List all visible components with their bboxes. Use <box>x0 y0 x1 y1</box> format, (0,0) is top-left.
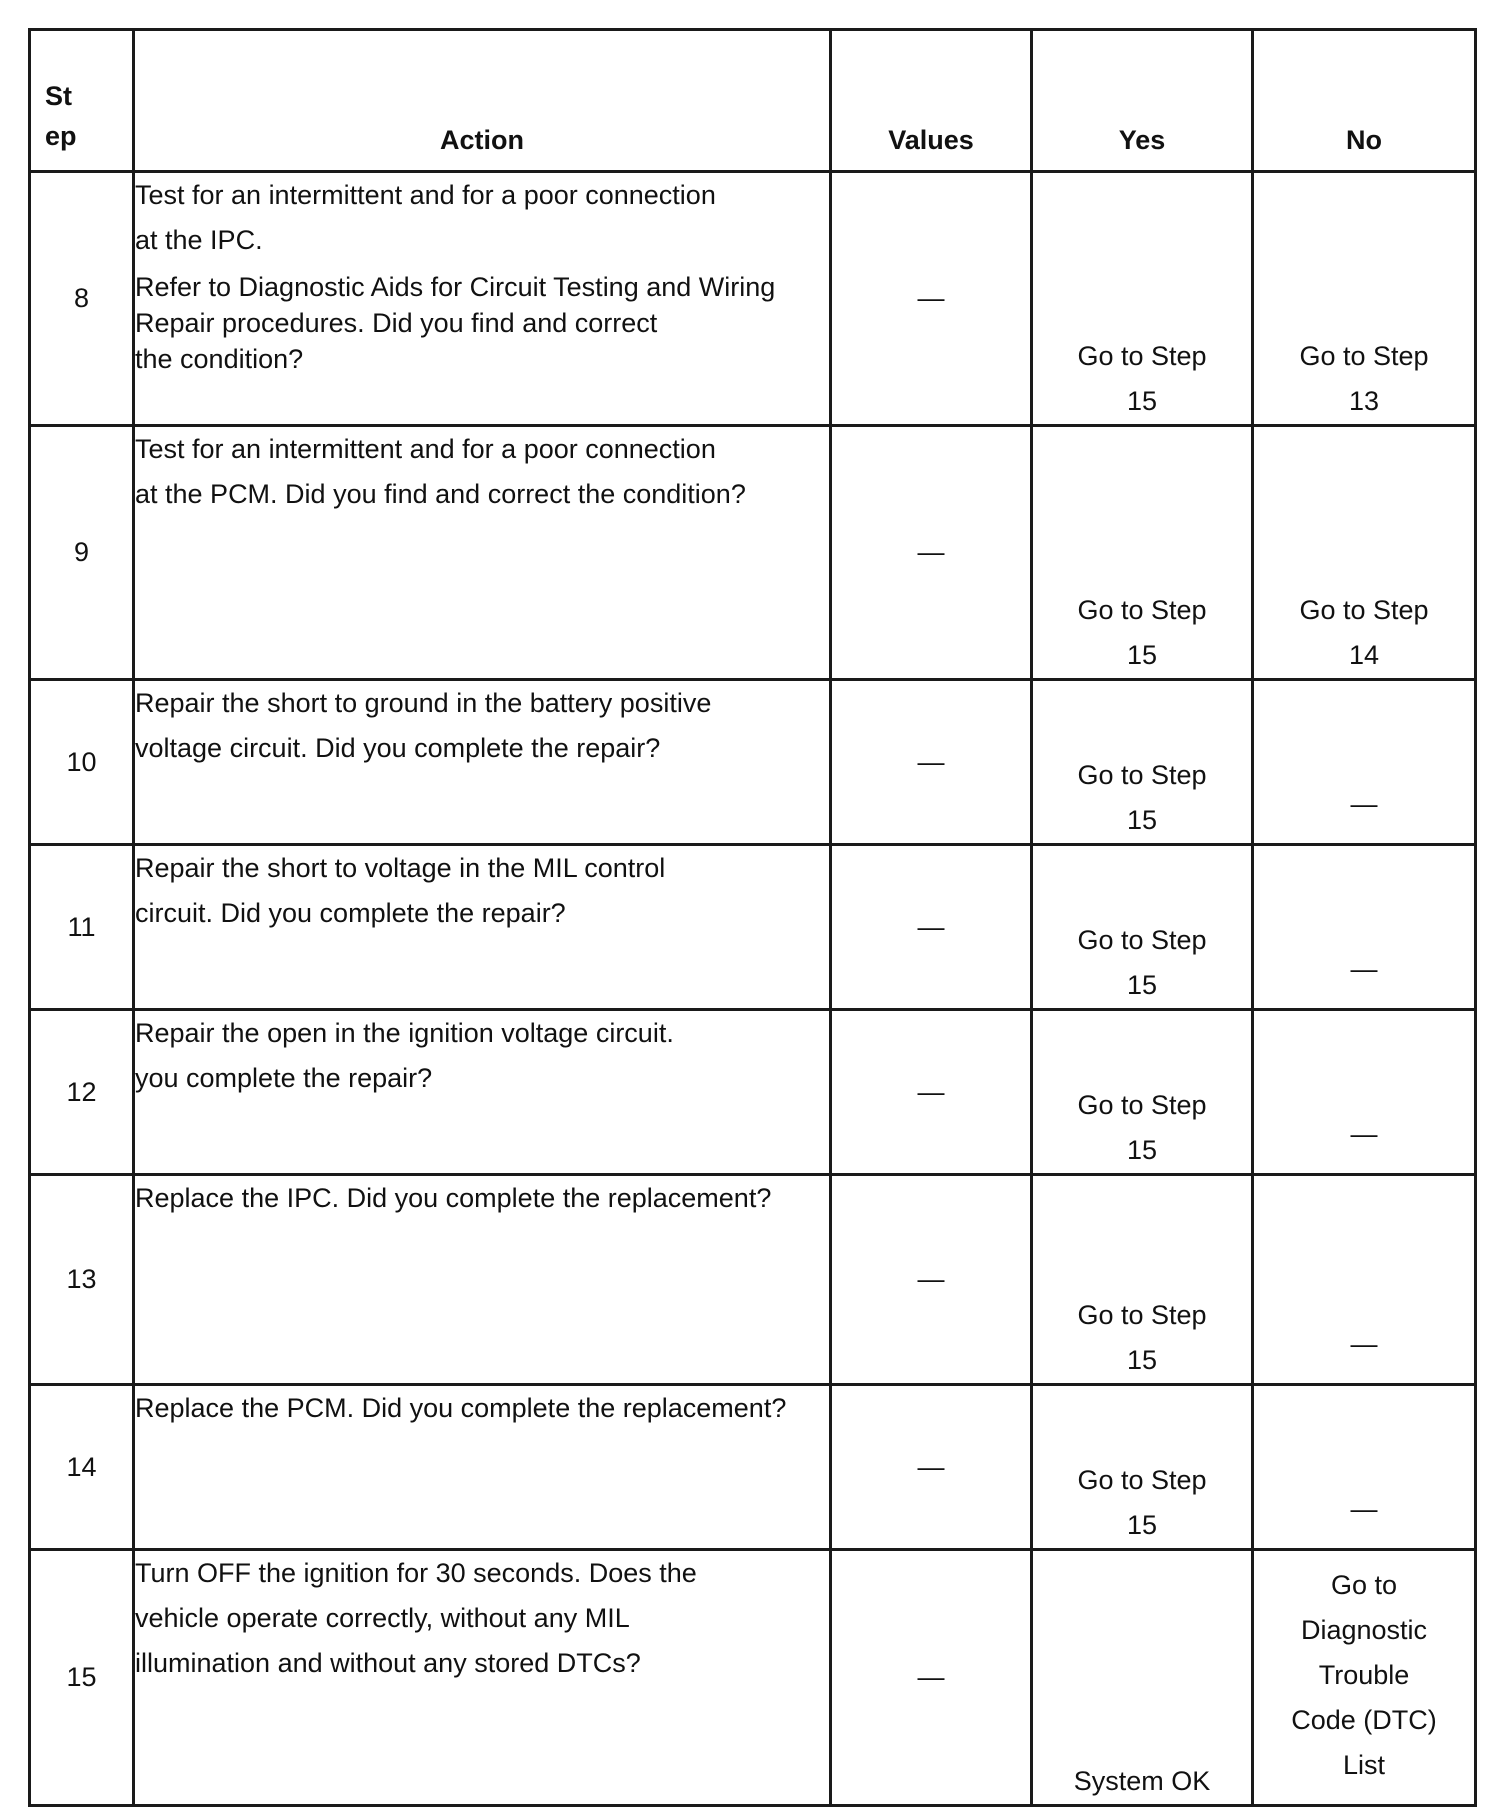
action-line: the condition? <box>135 344 304 374</box>
yes-line: 15 <box>1126 805 1158 835</box>
no-line: Go to Step <box>1299 341 1429 371</box>
action-line: voltage circuit. Did you complete the repair? <box>135 733 661 763</box>
values-cell: — <box>831 426 1032 680</box>
step-number: 10 <box>30 680 134 845</box>
no-line: Go to Step <box>1299 595 1429 625</box>
no-cell: — <box>1253 1385 1476 1550</box>
yes-cell <box>1032 1385 1253 1550</box>
no-cell <box>1253 426 1476 680</box>
values-cell: — <box>831 1175 1032 1385</box>
yes-line: 15 <box>1126 640 1158 670</box>
yes-line: Go to Step <box>1077 341 1207 371</box>
yes-line: 15 <box>1126 970 1158 1000</box>
header-yes: Yes <box>1032 30 1253 172</box>
no-cell <box>1253 172 1476 426</box>
action-line: Replace the IPC. Did you complete the replacement? <box>135 1183 772 1213</box>
yes-line: 15 <box>1126 1345 1158 1375</box>
action-cell <box>134 845 831 1010</box>
values-cell: — <box>831 1550 1032 1806</box>
yes-line: 15 <box>1126 1510 1158 1540</box>
header-values: Values <box>831 30 1032 172</box>
values-cell: — <box>831 172 1032 426</box>
yes-cell <box>1032 172 1253 426</box>
yes-cell <box>1032 845 1253 1010</box>
yes-line: Go to Step <box>1077 595 1207 625</box>
header-action: Action <box>134 30 831 172</box>
values-cell: — <box>831 845 1032 1010</box>
action-cell <box>134 1010 831 1175</box>
yes-line: Go to Step <box>1077 1465 1207 1495</box>
table-row <box>30 1175 1476 1385</box>
action-line: Repair procedures. Did you find and correct <box>135 308 658 338</box>
no-cell: — <box>1253 1175 1476 1385</box>
yes-line: 15 <box>1126 386 1158 416</box>
table-header-row <box>30 30 1476 172</box>
step-number: 13 <box>30 1175 134 1385</box>
table-row <box>30 1010 1476 1175</box>
table-row <box>30 1385 1476 1550</box>
table-row <box>30 172 1476 426</box>
no-cell <box>1253 1550 1476 1806</box>
action-line: circuit. Did you complete the repair? <box>135 898 566 928</box>
action-line: vehicle operate correctly, without any MIL <box>135 1603 630 1633</box>
action-line: at the PCM. Did you find and correct the condition? <box>135 479 746 509</box>
step-number: 9 <box>30 426 134 680</box>
action-line: Turn OFF the ignition for 30 seconds. Does the <box>135 1558 697 1588</box>
header-step-line1: St <box>45 81 72 111</box>
no-line: List <box>1342 1750 1386 1780</box>
step-number: 12 <box>30 1010 134 1175</box>
action-line: you complete the repair? <box>135 1063 433 1093</box>
step-number: 15 <box>30 1550 134 1806</box>
no-line: Trouble <box>1318 1660 1410 1690</box>
yes-cell <box>1032 1010 1253 1175</box>
values-cell: — <box>831 1010 1032 1175</box>
no-line: Code (DTC) <box>1291 1705 1437 1735</box>
yes-cell <box>1032 680 1253 845</box>
step-number: 11 <box>30 845 134 1010</box>
table-row <box>30 426 1476 680</box>
action-line: illumination and without any stored DTCs? <box>135 1648 641 1678</box>
yes-line: Go to Step <box>1077 925 1207 955</box>
action-line: at the IPC. <box>135 225 263 255</box>
action-cell <box>134 1175 831 1385</box>
yes-line: 15 <box>1126 1135 1158 1165</box>
yes-cell <box>1032 1550 1253 1806</box>
yes-cell <box>1032 426 1253 680</box>
action-line: Repair the short to ground in the battery positive <box>135 688 712 718</box>
action-line: Replace the PCM. Did you complete the replacement? <box>135 1393 787 1423</box>
yes-line: Go to Step <box>1077 1300 1207 1330</box>
yes-line: Go to Step <box>1077 1090 1207 1120</box>
action-line: Test for an intermittent and for a poor connection <box>135 180 716 210</box>
action-cell <box>134 172 831 426</box>
yes-line: System OK <box>1073 1766 1211 1796</box>
action-cell <box>134 426 831 680</box>
no-cell: — <box>1253 845 1476 1010</box>
values-cell: — <box>831 680 1032 845</box>
no-line: 14 <box>1348 640 1380 670</box>
step-number: 8 <box>30 172 134 426</box>
action-cell <box>134 680 831 845</box>
no-line: 13 <box>1348 386 1380 416</box>
action-cell <box>134 1550 831 1806</box>
header-no: No <box>1253 30 1476 172</box>
action-line: Test for an intermittent and for a poor connection <box>135 434 716 464</box>
action-cell <box>134 1385 831 1550</box>
header-step-line2: ep <box>45 121 77 151</box>
yes-cell <box>1032 1175 1253 1385</box>
no-line: Go to <box>1330 1570 1398 1600</box>
action-line: Repair the open in the ignition voltage circuit. <box>135 1018 674 1048</box>
table-row <box>30 845 1476 1010</box>
header-step <box>30 30 134 172</box>
yes-line: Go to Step <box>1077 760 1207 790</box>
values-cell: — <box>831 1385 1032 1550</box>
no-line: Diagnostic <box>1300 1615 1428 1645</box>
no-cell: — <box>1253 1010 1476 1175</box>
action-line: Refer to Diagnostic Aids for Circuit Testing and Wiring <box>135 272 776 302</box>
no-cell: — <box>1253 680 1476 845</box>
table-row <box>30 680 1476 845</box>
diagnostic-table <box>28 28 1477 1807</box>
step-number: 14 <box>30 1385 134 1550</box>
action-line: Repair the short to voltage in the MIL control <box>135 853 666 883</box>
table-row <box>30 1550 1476 1806</box>
